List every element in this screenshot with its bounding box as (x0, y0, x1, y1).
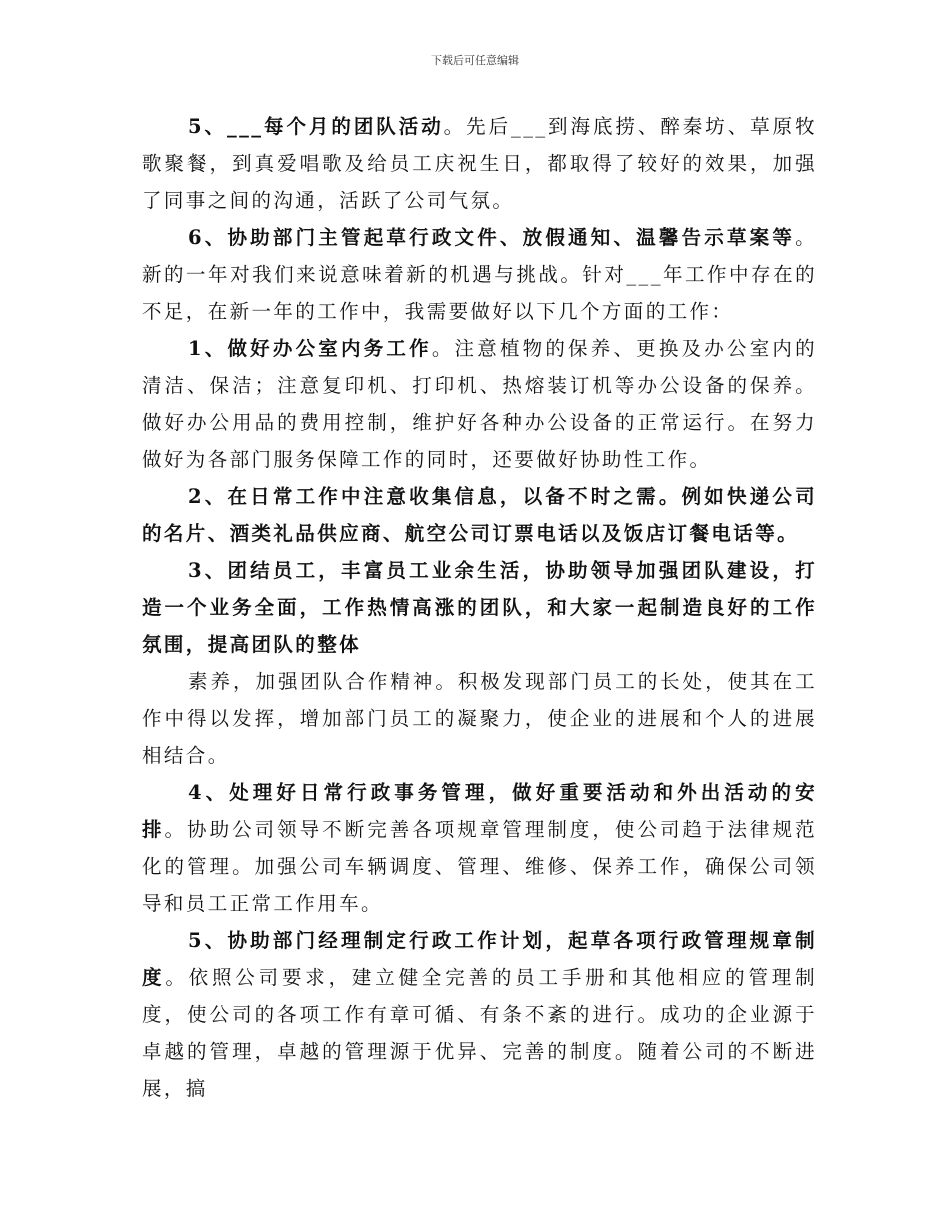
paragraph-collect-info (142, 478, 817, 552)
document-body (142, 108, 817, 1107)
paragraph-heading: 3、团结员工，丰富员工业余生活，协助领导加强团队建设，打造一个业务全面，工作热情高涨的团队，和大家一起制造良好的工作氛围，提高团队的整体 (142, 559, 817, 656)
paragraph-admin-plan (142, 922, 817, 1107)
paragraph-team-quality (142, 663, 817, 774)
paragraph-heading: 1、做好办公室内务工作 (188, 337, 432, 360)
paragraph-heading: 6、协助部门主管起草行政文件、放假通知、温馨告示草案等 (188, 226, 796, 249)
paragraph-text: 素养，加强团队合作精神。积极发现部门员工的长处，使其在工作中得以发挥，增加部门员工的凝聚力，使企业的进展和个人的进展相结合。 (142, 670, 817, 767)
paragraph-text: 。新的一年对我们来说意味着新的机遇与挑战。针对___年工作中存在的不足，在新一年的工作中，我需要做好以下几个方面的工作： (142, 226, 817, 323)
paragraph-text: 。协助公司领导不断完善各项规章管理制度，使公司趋于法律规范化的管理。加强公司车辆调度、管理、维修、保养工作，确保公司领导和员工正常工作用车。 (142, 818, 817, 915)
paragraph-text: 。注意植物的保养、更换及办公室内的清洁、保洁；注意复印机、打印机、热熔装订机等办公设备的保养。做好办公用品的费用控制，维护好各种办公设备的正常运行。在努力做好为各部门服务保障工作的同时，还要做好协助性工作。 (142, 337, 817, 471)
paragraph-heading: 5、___每个月的团队活动 (188, 115, 444, 138)
paragraph-heading: 4、处理好日常行政事务管理，做好重要活动和外出活动的安排 (142, 781, 817, 841)
paragraph-team-building (142, 552, 817, 663)
page-header: 下载后可任意编辑 (431, 54, 519, 67)
paragraph-team-activities (142, 108, 817, 219)
paragraph-heading: 5、协助部门经理制定行政工作计划，起草各项行政管理规章制度 (142, 929, 817, 989)
paragraph-heading: 2、在日常工作中注意收集信息，以备不时之需。例如快递公司的名片、酒类礼品供应商、航空公司订票电话以及饭店订餐电话等。 (142, 485, 817, 545)
paragraph-draft-documents (142, 219, 817, 330)
paragraph-text: 。先后___到海底捞、醉秦坊、草原牧歌聚餐，到真爱唱歌及给员工庆祝生日，都取得了较好的效果，加强了同事之间的沟通，活跃了公司气氛。 (142, 115, 817, 212)
paragraph-office-affairs (142, 330, 817, 478)
paragraph-text: 。依照公司要求，建立健全完善的员工手册和其他相应的管理制度，使公司的各项工作有章可循、有条不紊的进行。成功的企业源于卓越的管理，卓越的管理源于优异、完善的制度。随着公司的不断进展，搞 (142, 966, 817, 1100)
paragraph-daily-admin (142, 774, 817, 922)
